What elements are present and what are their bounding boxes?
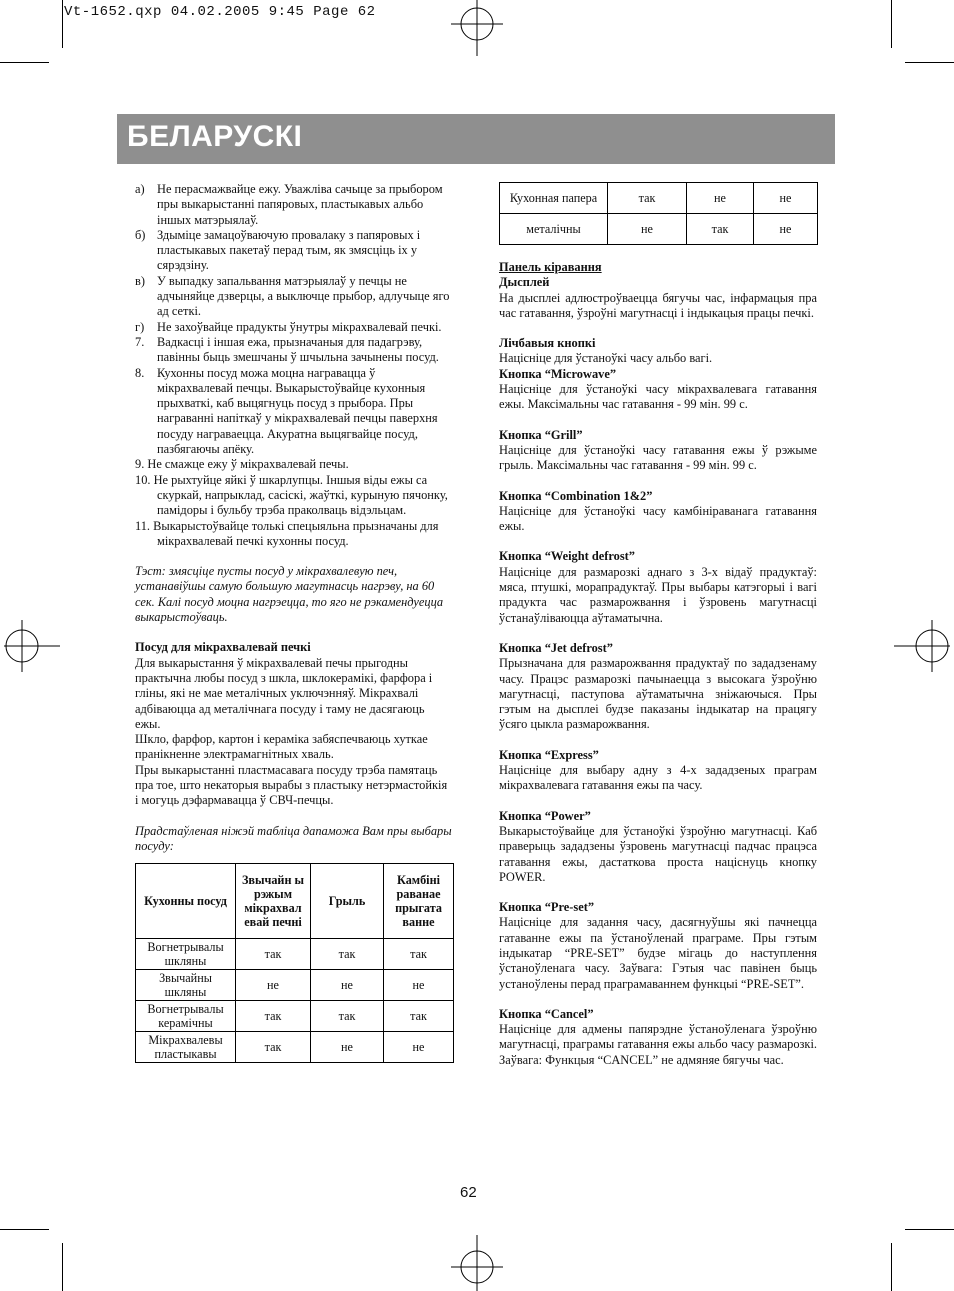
banner-title: БЕЛАРУСКІ xyxy=(127,120,303,153)
table-cell: металічны xyxy=(500,214,608,245)
table-row xyxy=(136,939,454,970)
section-heading: Кнопка “Combination 1&2” xyxy=(499,488,653,503)
crop-mark xyxy=(891,1243,892,1291)
table-cell: не xyxy=(384,970,454,1001)
table-cell: Кухонная папера xyxy=(500,183,608,214)
crop-mark xyxy=(62,0,63,48)
table-cell: не xyxy=(236,970,311,1001)
cookware-paragraph: Шкло, фарфор, картон і кераміка забяспечваюць хуткае пранікненне электрамагнітных хваль. xyxy=(135,732,428,762)
list-item: в) У выпадку запальвання матэрыялаў у печцы не адчыняйце дзверцы, а выключце прыбор, адлучыце яго ад сеткі. xyxy=(135,273,450,319)
crop-mark xyxy=(0,62,49,63)
section-text: Націсніце для адмены папярэдне ўстаноўленага ўзроўню магутнасці, праграмы гатавання ежы альбо часу размарозкі. Заўвага: Функцыя “CANCEL” не адмяняе бягучы час. xyxy=(499,1022,817,1067)
table-cell: Мікрахвалевы пластыкавы xyxy=(136,1032,236,1063)
list-item: 7. Вадкасці і іншая ежа, прызначаныя для падагрэву, павінны быць змешчаны ў шчыльна зачынены посуд. xyxy=(135,334,439,365)
table-cell: Вогнетрывалы керамічны xyxy=(136,1001,236,1032)
test-note: Тэст: змясціце пусты посуд у мікрахвалевую печ, устанавіўшы самую большую магутнасць нагрэву, на 60 сек. Калі посуд моцна нагрэецца, то яго не рэкамендуецца выкарыстоўваць. xyxy=(135,564,444,625)
crop-mark xyxy=(0,1229,49,1230)
table-cell: так xyxy=(236,1001,311,1032)
section-heading: Кнопка “Microwave” xyxy=(499,366,617,381)
list-item: б) Здыміце замацоўваючую провалаку з папяровых і пластыкавых пакетаў перад тым, як змясціць іх у сярэдзіну. xyxy=(135,227,421,273)
table-cell: не xyxy=(311,1032,384,1063)
registration-mark-icon xyxy=(447,1231,507,1291)
list-item: 9. Не смажце ежу ў мікрахвалевай печы. xyxy=(135,457,349,472)
table-header-row xyxy=(136,864,454,939)
section-heading: Кнопка “Express” xyxy=(499,747,599,762)
section-text: Націсніце для ўстаноўкі часу альбо вагі. xyxy=(499,351,713,366)
left-column xyxy=(135,182,453,1063)
table-row xyxy=(500,183,818,214)
table-cell: так xyxy=(311,939,384,970)
section-heading: Кнопка “Pre-set” xyxy=(499,900,595,915)
section-text: Націсніце для задання часу, дасягнуўшы які пачнецца гатаванне ежы па ўстаноўленай праграме. Пры гэтым індыкатар “PRE-SET” будзе мігаць до наступлення ўстаноўленага часу. Заўвага: Гэтыя час павінен быць устаноўлены перад праграмаваннем функцыі “PRE-SET”. xyxy=(499,915,817,991)
table-cell: Звычайны шкляны xyxy=(136,970,236,1001)
section-text: Націсніце для ўстаноўкі часу камбініраванага гатавання ежы. xyxy=(499,503,817,534)
table-cell: так xyxy=(311,1001,384,1032)
section-text: Націсніце для размарозкі аднаго з 3-х відаў прадуктаў: мяса, птушкі, морапрадуктаў. Пры выбары катэгорыі і вагі прадукта час размарожвання і ўзровень магутнасці ўстанаўліваюцца аўтаматычна. xyxy=(499,564,817,625)
registration-mark-icon xyxy=(447,0,507,60)
crop-mark xyxy=(62,1243,63,1291)
right-column xyxy=(499,182,817,1068)
table-row xyxy=(136,1032,454,1063)
display-heading: Дысплей xyxy=(499,275,550,290)
cookware-paragraph: Для выкарыстання ў мікрахвалевай печы прыгодны практычна любы посуд з шкла, шклокерамікі, фарфора і гліны, які не мае металічных уключэнняў. Мікрахвалі адбіваюцца ад металічнага посуду і таму не дасягаюць ежы. xyxy=(135,655,433,731)
language-banner xyxy=(117,114,835,164)
registration-mark-icon xyxy=(0,616,60,676)
section-text: Націсніце для выбару адну з 4-х зададзеных праграм мікрахвалевага гатавання ежы па часу. xyxy=(499,763,817,793)
table-header: Камбіні раванае прыгата ванне xyxy=(384,864,454,939)
table-cell: не xyxy=(311,970,384,1001)
list-item: 10. Не рыхтуйце яйкі ў шкарлупцы. Іншыя віды ежы са скуркай, напрыклад, сасіскі, жаўткі, курыную пячонку, памідоры і бульбу трэба праколваць відэльцам. xyxy=(135,472,448,518)
table-cell: так xyxy=(236,1032,311,1063)
list-item: г) Не захоўвайце прадукты ўнутры мікрахвалевай печкі. xyxy=(135,319,442,334)
section-heading: Кнопка “Grill” xyxy=(499,427,583,442)
table-row xyxy=(136,970,454,1001)
table-row xyxy=(500,214,818,245)
table-row xyxy=(136,1001,454,1032)
registration-mark-icon xyxy=(894,616,954,676)
button-sections xyxy=(499,336,817,1068)
list-item: 11. Выкарыстоўвайце толькі спецыяльна прызначаны для мікрахвалевай печкі кухонны посуд. xyxy=(135,518,439,548)
section-heading: Кнопка “Power” xyxy=(499,808,591,823)
display-text: На дысплеі адлюстроўваецца бягучы час, інфармацыя пра час гатавання, ўзроўні магутнасці і індыкацыя працы печкі. xyxy=(499,290,817,320)
table-cell: так xyxy=(384,1001,454,1032)
table-cell: не xyxy=(384,1032,454,1063)
table-header: Кухонны посуд xyxy=(136,864,236,939)
table-cell: так xyxy=(608,183,687,214)
section-text: Націсніце для ўстаноўкі часу гатавання ежы ў рэжыме грыль. Максімальны час гатавання - 99 мін. 99 с. xyxy=(499,442,817,473)
table-note: Прадстаўленая ніжэй табліца дапаможа Вам пры выбары посуду: xyxy=(135,823,452,853)
table-cell: не xyxy=(754,214,818,245)
list-item: а) Не перасмажвайце ежу. Уважліва сачыце за прыбором пры выкарыстанні папяровых, пластыкавых альбо іншых матэрыялаў. xyxy=(135,182,443,227)
table-cell: не xyxy=(687,183,754,214)
table-cell: не xyxy=(754,183,818,214)
cookware-table-continued xyxy=(499,182,818,245)
table-header: Звычайн ы рэжым мікрахвал евай печні xyxy=(236,864,311,939)
table-header: Грыль xyxy=(311,864,384,939)
crop-mark xyxy=(891,0,892,48)
cookware-table xyxy=(135,863,454,1063)
cookware-paragraph: Пры выкарыстанні пластмасавага посуду трэба памятаць пра тое, што некаторыя вырабы з пластыку нетэрмастойкія і могуць дэфармавацца ў СВЧ-печцы. xyxy=(135,762,448,808)
panel-heading: Панель кіравання xyxy=(499,260,602,274)
table-cell: так xyxy=(687,214,754,245)
print-slug: Vt-1652.qxp 04.02.2005 9:45 Page 62 xyxy=(64,4,376,20)
crop-mark xyxy=(905,62,954,63)
table-cell: не xyxy=(608,214,687,245)
section-text: Выкарыстоўвайце для ўстаноўкі ўзроўню магутнасці. Каб праверыць зададзены ўзровень магутнасці падчас працэса гатавання ежы, дастаткова проста націснуць кнопку POWER. xyxy=(499,823,817,884)
section-text: Націсніце для ўстаноўкі часу мікрахвалевага гатавання ежы. Максімальны час гатавання - 99 мін. 99 с. xyxy=(499,382,817,412)
table-cell: так xyxy=(236,939,311,970)
section-heading: Кнопка “Jet defrost” xyxy=(499,640,613,655)
cookware-heading: Посуд для мікрахвалевай печкі xyxy=(135,640,311,655)
table-cell: так xyxy=(384,939,454,970)
table-cell: Вогнетрывалы шкляны xyxy=(136,939,236,970)
section-text: Прызначана для размарожвання прадуктаў по зададзенаму часу. Працэс размарозкі пачынаецца з высокага ўзроўню магутнасці, паступова аўтаматычна зніжаючыся. Пры гэтым на дысплеі будзе паказаны індыкатар на працягу ўсяго цыкла размарожвання. xyxy=(499,656,817,732)
list-item: 8. Кухонны посуд можа моцна награвацца ў мікрахвалевай печцы. Выкарыстоўвайце кухонныя прыхваткі, каб выцягнуць посуд з прыбора. Пры награванні напіткаў у мікрахвалевай печцы паверхня посуду награваецца. Акуратна выцягвайце посуд, пазбягаючы апёку. xyxy=(135,365,438,457)
page-number: 62 xyxy=(460,1184,477,1201)
section-heading: Кнопка “Cancel” xyxy=(499,1006,594,1021)
crop-mark xyxy=(905,1229,954,1230)
section-heading: Лічбавыя кнопкі xyxy=(499,336,596,351)
section-heading: Кнопка “Weight defrost” xyxy=(499,549,635,564)
